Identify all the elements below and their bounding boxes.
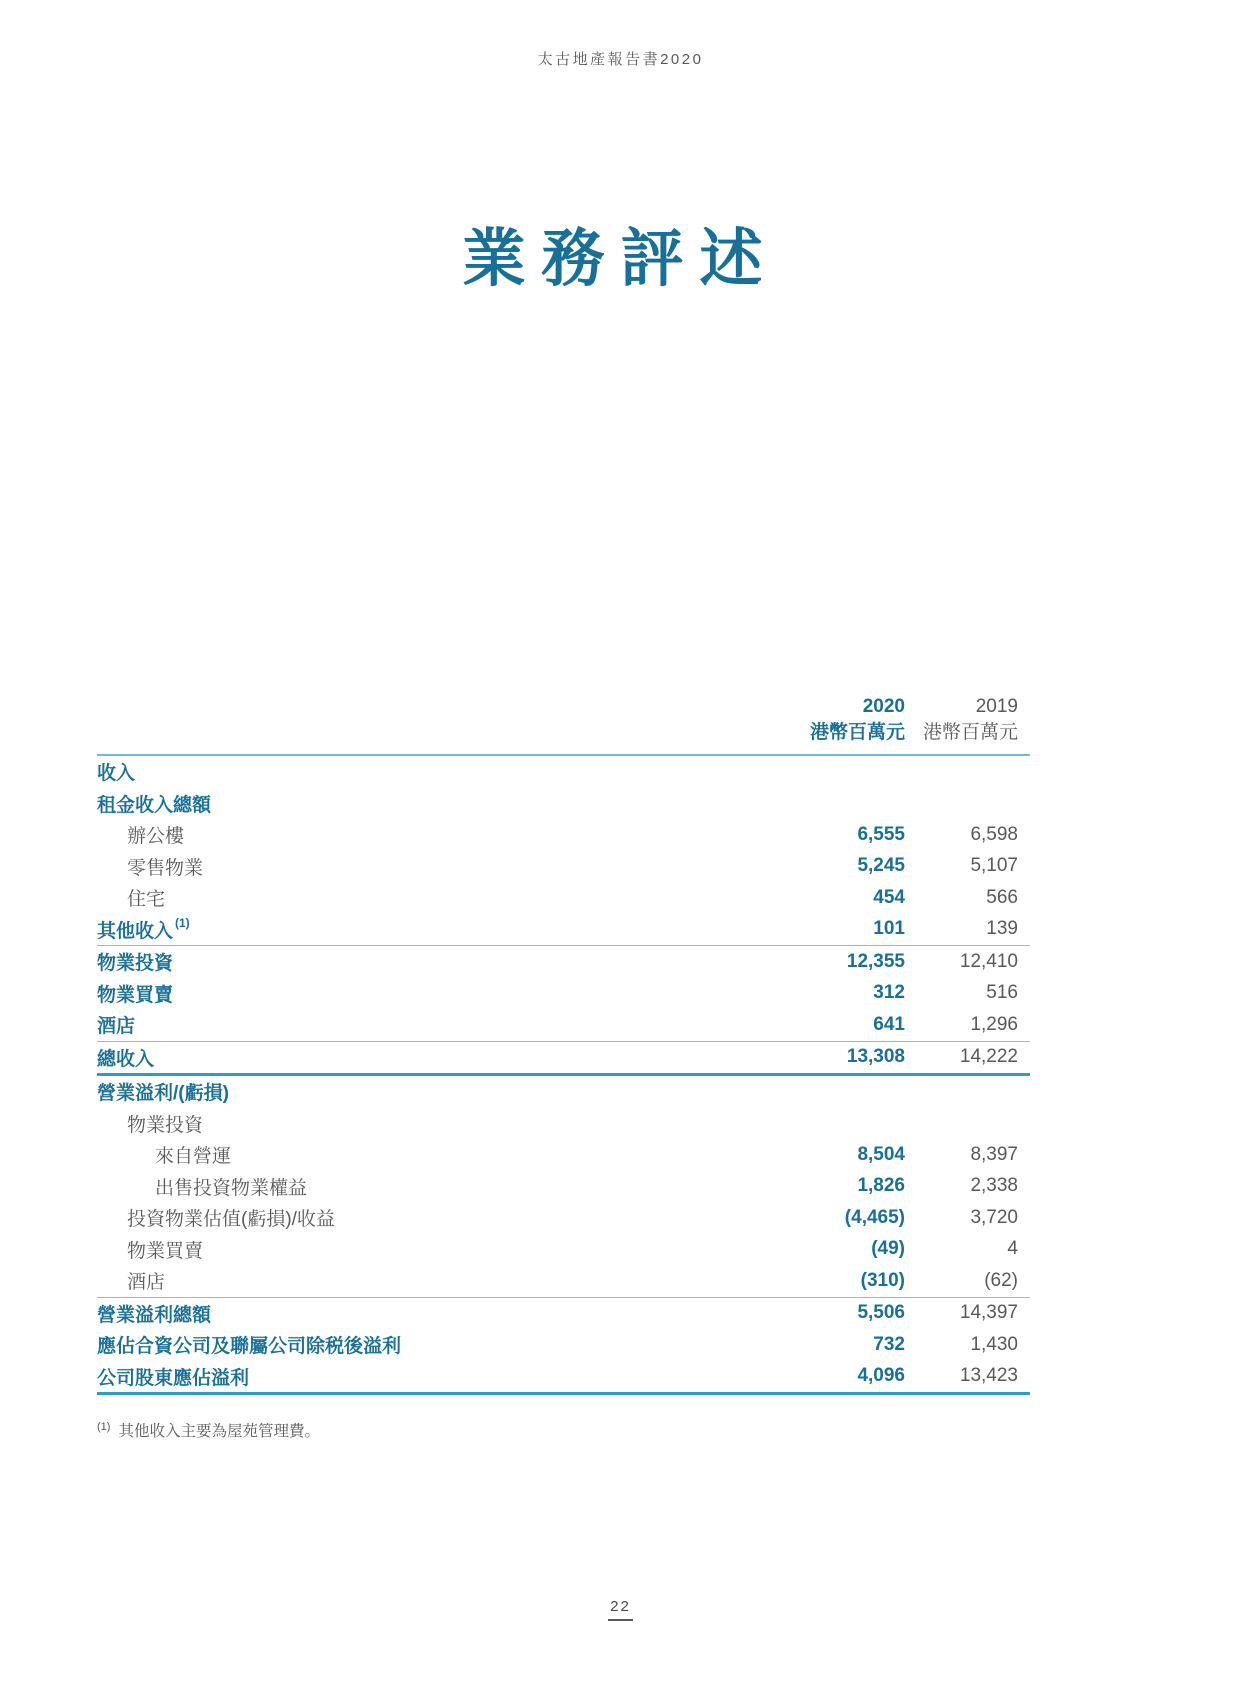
value-2020: 732 bbox=[873, 1333, 905, 1355]
value-2020: 8,504 bbox=[857, 1143, 905, 1165]
footnote-marker: (1) bbox=[97, 1420, 111, 1433]
table-row bbox=[97, 1076, 1030, 1108]
value-2019: 4 bbox=[1007, 1238, 1018, 1260]
value-2020: (4,465) bbox=[844, 1206, 905, 1228]
row-label-text: 營業溢利總額 bbox=[97, 1304, 212, 1326]
value-2019: 5,107 bbox=[970, 855, 1018, 877]
row-label-text: 住宅 bbox=[127, 889, 166, 911]
row-label bbox=[97, 1110, 785, 1137]
row-label-text: 出售投資物業權益 bbox=[155, 1177, 308, 1199]
row-label-text: 零售物業 bbox=[127, 857, 204, 879]
value-2020: 4,096 bbox=[857, 1365, 905, 1387]
row-label-text: 物業投資 bbox=[97, 953, 174, 975]
value-2019: 139 bbox=[986, 918, 1018, 940]
table-row bbox=[97, 1265, 1030, 1298]
row-label bbox=[97, 1078, 785, 1105]
table-header bbox=[97, 694, 1030, 756]
row-label-text: 應佔合資公司及聯屬公司除税後溢利 bbox=[97, 1336, 402, 1358]
row-label bbox=[97, 1173, 785, 1200]
value-2019: 1,296 bbox=[970, 1013, 1018, 1035]
column-header-2019 bbox=[905, 694, 1030, 746]
row-label-text: 物業投資 bbox=[127, 1114, 204, 1136]
value-2019: 12,410 bbox=[959, 950, 1018, 972]
table-row bbox=[97, 946, 1030, 978]
column-unit-2019: 港幣百萬元 bbox=[922, 722, 1018, 743]
value-2019: (62) bbox=[984, 1269, 1018, 1291]
row-label bbox=[97, 884, 785, 911]
value-2019: 14,397 bbox=[959, 1302, 1018, 1324]
value-2020: 13,308 bbox=[846, 1046, 905, 1068]
row-label-text: 來自營運 bbox=[155, 1146, 232, 1168]
row-label-text: 租金收入總額 bbox=[97, 794, 212, 816]
report-header: 太古地產報告書2020 bbox=[537, 51, 704, 68]
row-label bbox=[97, 1141, 785, 1168]
value-2019: 2,338 bbox=[970, 1175, 1018, 1197]
value-2019: 14,222 bbox=[959, 1046, 1018, 1068]
row-label bbox=[97, 1300, 785, 1327]
table-row bbox=[97, 1298, 1030, 1330]
row-label-text: 公司股東應佔溢利 bbox=[97, 1367, 250, 1389]
row-label bbox=[97, 1363, 785, 1390]
row-label-text: 酒店 bbox=[97, 1016, 136, 1038]
row-label-text: 收入 bbox=[97, 763, 136, 785]
page-number-value: 22 bbox=[608, 1598, 633, 1621]
row-label bbox=[97, 1204, 785, 1231]
row-label bbox=[97, 758, 785, 785]
table-row bbox=[97, 851, 1030, 883]
table-row bbox=[97, 756, 1030, 788]
footnote-text: 其他收入主要為屋苑管理費。 bbox=[118, 1423, 320, 1440]
table-row bbox=[97, 1108, 1030, 1140]
column-unit-2020: 港幣百萬元 bbox=[809, 722, 905, 743]
footnote-ref: (1) bbox=[175, 916, 190, 931]
value-2020: 454 bbox=[873, 886, 905, 908]
value-2019: 13,423 bbox=[959, 1365, 1018, 1387]
value-2020: 5,506 bbox=[857, 1302, 905, 1324]
column-year-2020: 2020 bbox=[862, 696, 905, 717]
row-label bbox=[97, 948, 785, 975]
column-header-2020 bbox=[785, 694, 905, 746]
row-label bbox=[97, 1331, 785, 1358]
table-row bbox=[97, 1009, 1030, 1042]
table-row bbox=[97, 882, 1030, 914]
value-2020: 6,555 bbox=[857, 823, 905, 845]
row-label bbox=[97, 821, 785, 848]
row-label-text: 營業溢利/(虧損) bbox=[97, 1083, 229, 1105]
table-row bbox=[97, 1171, 1030, 1203]
row-label bbox=[97, 1011, 785, 1038]
row-label-text: 酒店 bbox=[127, 1272, 166, 1294]
table-row bbox=[97, 1139, 1030, 1171]
table-row bbox=[97, 978, 1030, 1010]
row-label-text: 物業買賣 bbox=[127, 1240, 204, 1262]
table-row bbox=[97, 1329, 1030, 1361]
table-row bbox=[97, 1234, 1030, 1266]
table-row bbox=[97, 1042, 1030, 1077]
row-label bbox=[97, 853, 785, 880]
row-label bbox=[97, 1044, 785, 1071]
table-row bbox=[97, 819, 1030, 851]
value-2019: 1,430 bbox=[970, 1333, 1018, 1355]
value-2020: 101 bbox=[873, 918, 905, 940]
value-2020: 1,826 bbox=[857, 1175, 905, 1197]
value-2019: 3,720 bbox=[970, 1206, 1018, 1228]
financial-table bbox=[97, 694, 1030, 1441]
column-year-2019: 2019 bbox=[975, 696, 1018, 717]
row-label bbox=[97, 980, 785, 1007]
page-title: 業務評述 bbox=[462, 224, 779, 294]
table-row bbox=[97, 788, 1030, 820]
value-2020: 641 bbox=[873, 1013, 905, 1035]
row-label bbox=[97, 916, 785, 943]
table-row bbox=[97, 914, 1030, 947]
table-row bbox=[97, 1361, 1030, 1396]
row-label-text: 物業買賣 bbox=[97, 984, 174, 1006]
row-label-text: 投資物業估值(虧損)/收益 bbox=[127, 1209, 335, 1231]
value-2019: 6,598 bbox=[970, 823, 1018, 845]
row-label-text: 其他收入 bbox=[97, 920, 174, 942]
row-label bbox=[97, 790, 785, 817]
footnote bbox=[97, 1419, 1030, 1441]
value-2020: (310) bbox=[860, 1269, 905, 1291]
value-2020: 312 bbox=[873, 982, 905, 1004]
value-2019: 566 bbox=[986, 886, 1018, 908]
value-2020: 12,355 bbox=[846, 950, 905, 972]
row-label-text: 總收入 bbox=[97, 1048, 155, 1070]
row-label-text: 辦公樓 bbox=[127, 826, 185, 848]
value-2020: (49) bbox=[871, 1238, 905, 1260]
table-row bbox=[97, 1202, 1030, 1234]
value-2019: 516 bbox=[986, 982, 1018, 1004]
row-label bbox=[97, 1267, 785, 1294]
table-rows bbox=[97, 756, 1030, 1395]
value-2020: 5,245 bbox=[857, 855, 905, 877]
page-number bbox=[0, 1598, 1241, 1621]
row-label bbox=[97, 1236, 785, 1263]
value-2019: 8,397 bbox=[970, 1143, 1018, 1165]
